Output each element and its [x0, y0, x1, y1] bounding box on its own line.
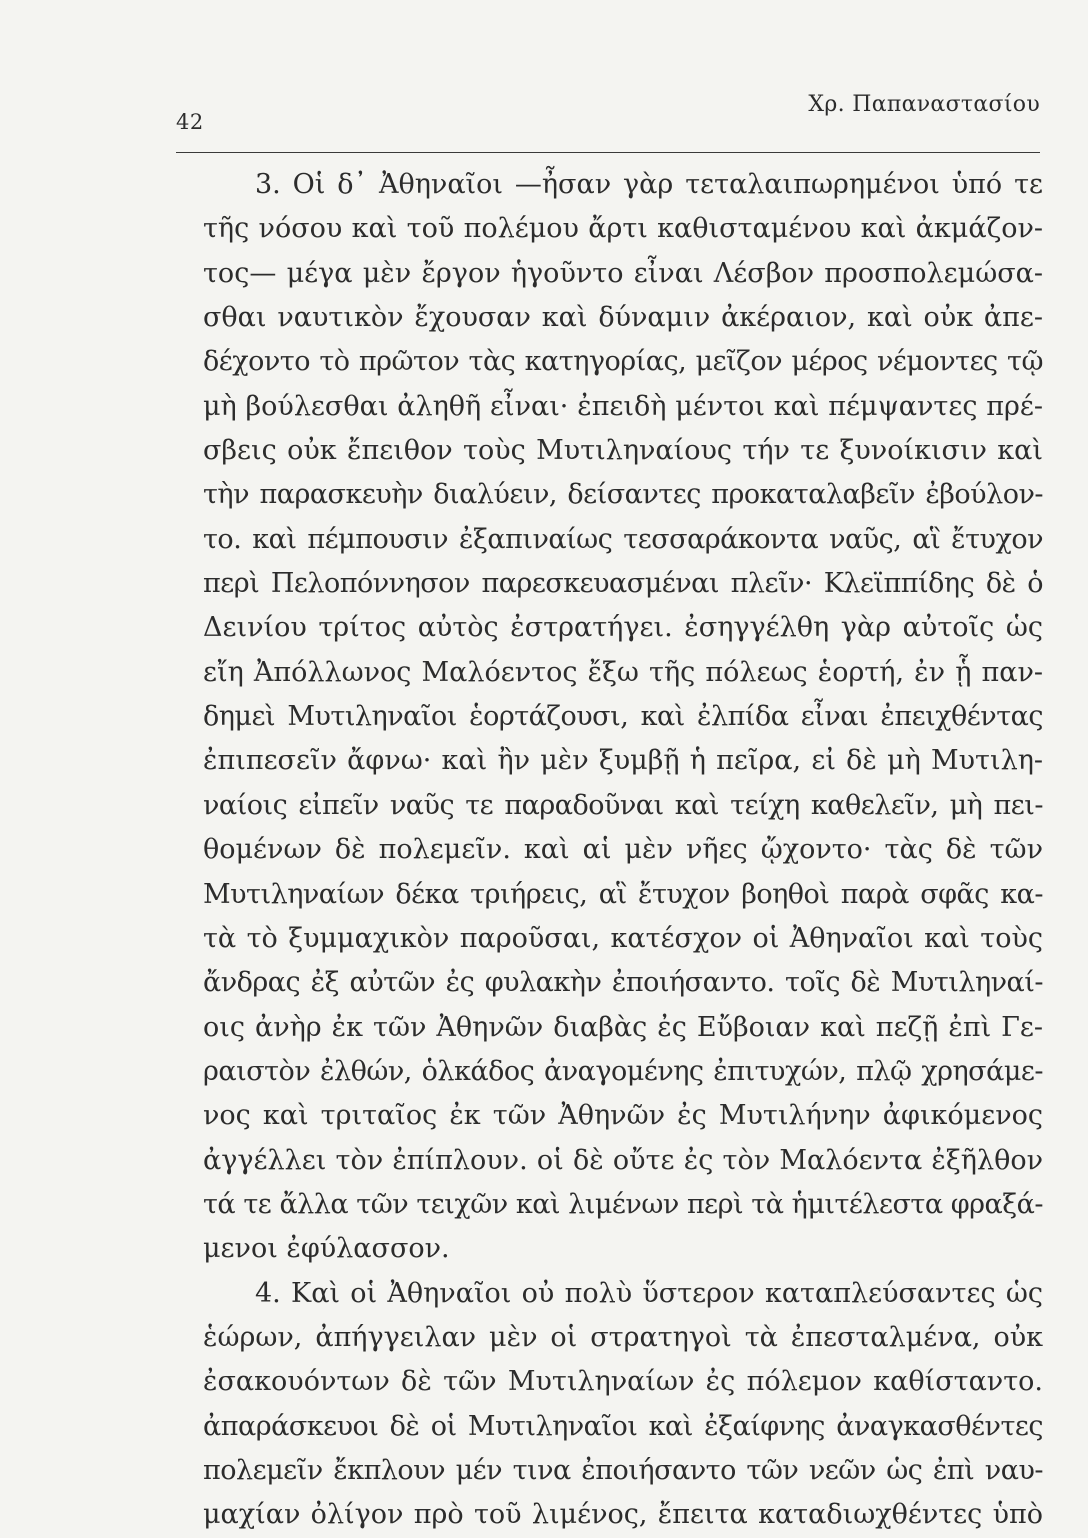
text-line: 3. Οἱ δ᾽ Ἀθηναῖοι —ἦσαν γὰρ τεταλαιπωρημένοι ὑπό τε — [255, 169, 1043, 200]
text-line: σβεις οὐκ ἔπειθον τοὺς Μυτιληναίους τήν τε ξυνοίκισιν καὶ — [203, 435, 1043, 467]
text-line: μενοι ἐφύλασσον. — [203, 1233, 450, 1265]
running-head: Χρ. Παπαναστασίου — [808, 92, 1040, 117]
text-line: ἑώρων, ἀπήγγειλαν μὲν οἱ στρατηγοὶ τὰ ἐπεσταλμένα, οὐκ — [203, 1321, 1043, 1353]
text-line: ραιστὸν ἐλθών, ὁλκάδος ἀναγομένης ἐπιτυχών, πλῷ χρησάμε- — [203, 1055, 1043, 1087]
text-line: Δεινίου τρίτος αὐτὸς ἐστρατήγει. ἐσηγγέλθη γὰρ αὐτοῖς ὡς — [203, 612, 1043, 644]
text-line: 4. Καὶ οἱ Ἀθηναῖοι οὐ πολὺ ὕστερον καταπλεύσαντες ὡς — [255, 1277, 1043, 1309]
text-line: οις ἀνὴρ ἐκ τῶν Ἀθηνῶν διαβὰς ἐς Εὔβοιαν καὶ πεζῇ ἐπὶ Γε- — [203, 1011, 1043, 1043]
text-line: τά τε ἄλλα τῶν τειχῶν καὶ λιμένων περὶ τὰ ἡμιτέλεστα φραξά- — [203, 1188, 1043, 1220]
text-line: ἄνδρας ἐξ αὐτῶν ἐς φυλακὴν ἐποιήσαντο. τοῖς δὲ Μυτιληναί- — [203, 967, 1043, 999]
page-number: 42 — [176, 110, 204, 134]
text-line: ναίοις εἰπεῖν ναῦς τε παραδοῦναι καὶ τείχη καθελεῖν, μὴ πει- — [203, 789, 1043, 821]
text-line: μαχίαν ὀλίγον πρὸ τοῦ λιμένος, ἔπειτα καταδιωχθέντες ὑπὸ — [203, 1499, 1043, 1531]
text-line: ἐσακουόντων δὲ τῶν Μυτιληναίων ἐς πόλεμον καθίσταντο. — [203, 1366, 1043, 1398]
text-line: πολεμεῖν ἔκπλουν μέν τινα ἐποιήσαντο τῶν νεῶν ὡς ἐπὶ ναυ- — [203, 1454, 1043, 1486]
text-line: εἴη Ἀπόλλωνος Μαλόεντος ἔξω τῆς πόλεως ἑορτή, ἐν ᾗ παν- — [203, 656, 1043, 688]
text-line: ἀπαράσκευοι δὲ οἱ Μυτιληναῖοι καὶ ἐξαίφνης ἀναγκασθέντες — [203, 1410, 1043, 1442]
text-line: περὶ Πελοπόννησον παρεσκευασμέναι πλεῖν· Κλεϊππίδης δὲ ὁ — [203, 568, 1043, 600]
text-line: θομένων δὲ πολεμεῖν. καὶ αἱ μὲν νῆες ᾤχοντο· τὰς δὲ τῶν — [203, 834, 1043, 866]
header-rule — [176, 152, 1040, 153]
page-header — [176, 88, 1040, 132]
text-line: τὰ τὸ ξυμμαχικὸν παροῦσαι, κατέσχον οἱ Ἀθηναῖοι καὶ τοὺς — [203, 922, 1043, 954]
text-line: το. καὶ πέμπουσιν ἐξαπιναίως τεσσαράκοντα ναῦς, αἳ ἔτυχον — [203, 523, 1043, 555]
text-line: ἐπιπεσεῖν ἄφνω· καὶ ἢν μὲν ξυμβῇ ἡ πεῖρα, εἰ δὲ μὴ Μυτιλη- — [203, 745, 1043, 777]
body-text — [203, 163, 1043, 1538]
text-line: τος— μέγα μὲν ἔργον ἡγοῦντο εἶναι Λέσβον προσπολεμώσα- — [203, 257, 1043, 289]
text-line: τὴν παρασκευὴν διαλύειν, δείσαντες προκαταλαβεῖν ἐβούλον- — [203, 479, 1043, 511]
text-line: τῆς νόσου καὶ τοῦ πολέμου ἄρτι καθισταμένου καὶ ἀκμάζον- — [203, 213, 1043, 245]
text-line: σθαι ναυτικὸν ἔχουσαν καὶ δύναμιν ἀκέραιον, καὶ οὐκ ἀπε- — [203, 302, 1043, 334]
text-line: νος καὶ τριταῖος ἐκ τῶν Ἀθηνῶν ἐς Μυτιλήνην ἀφικόμενος — [203, 1100, 1043, 1132]
text-line: μὴ βούλεσθαι ἀληθῆ εἶναι· ἐπειδὴ μέντοι καὶ πέμψαντες πρέ- — [203, 390, 1043, 422]
text-line: δημεὶ Μυτιληναῖοι ἑορτάζουσι, καὶ ἐλπίδα εἶναι ἐπειχθέντας — [203, 701, 1043, 733]
text-line: δέχοντο τὸ πρῶτον τὰς κατηγορίας, μεῖζον μέρος νέμοντες τῷ — [203, 346, 1043, 378]
text-line: Μυτιληναίων δέκα τριήρεις, αἳ ἔτυχον βοηθοὶ παρὰ σφᾶς κα- — [203, 878, 1043, 910]
text-line: ἀγγέλλει τὸν ἐπίπλουν. οἱ δὲ οὔτε ἐς τὸν Μαλόεντα ἐξῆλθον — [203, 1144, 1043, 1176]
